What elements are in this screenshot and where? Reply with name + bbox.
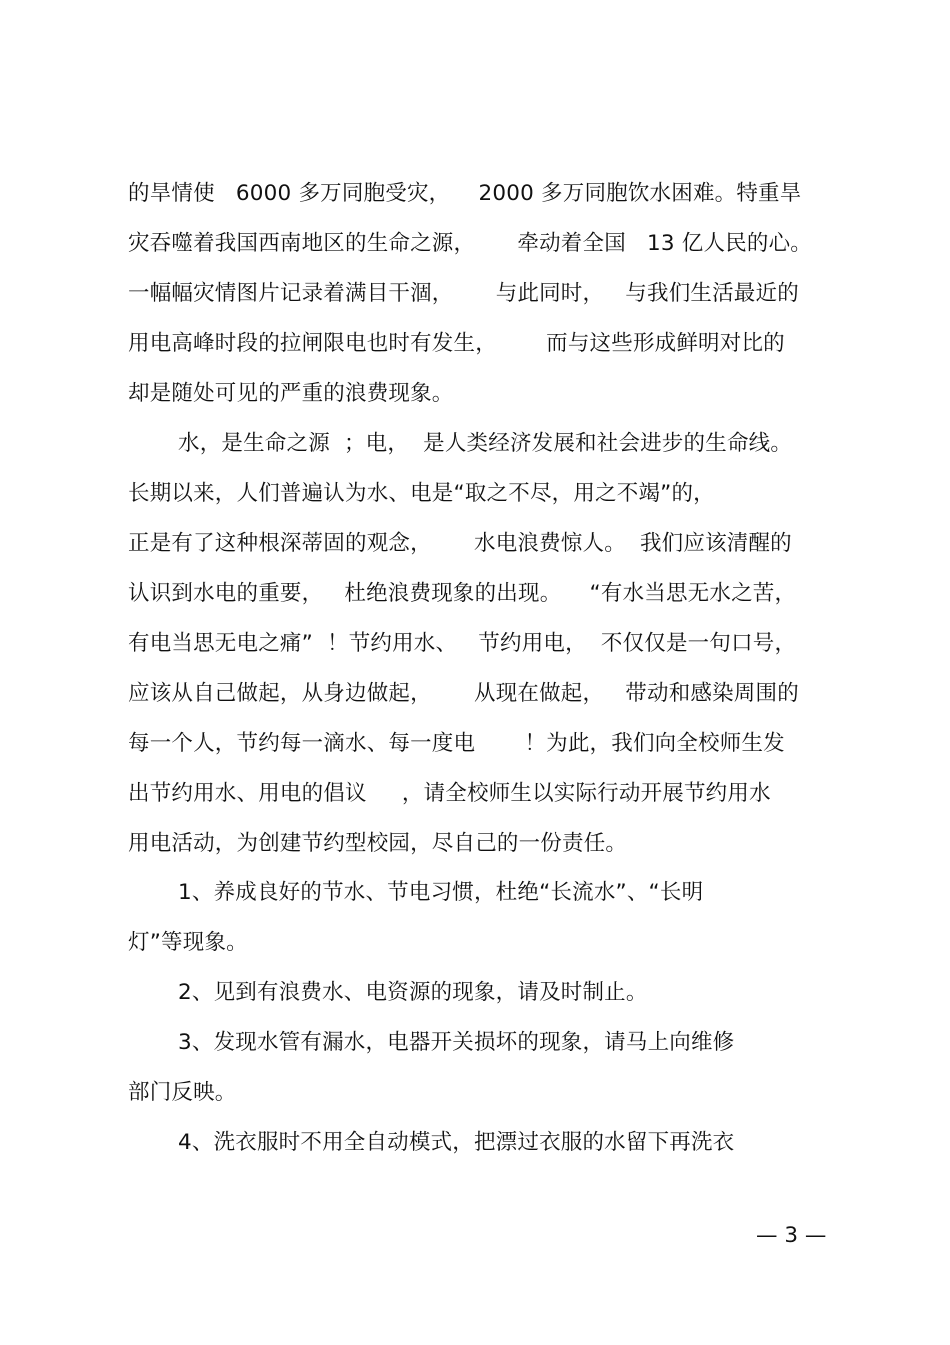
body-text-line: 一幅幅灾情图片记录着满目干涸， 与此同时， 与我们生活最近的 <box>128 281 799 306</box>
body-text-line: 用电高峰时段的拉闸限电也时有发生， 而与这些形成鲜明对比的 <box>128 331 785 356</box>
list-item-3-continuation: 部门反映。 <box>128 1080 237 1105</box>
list-item-1-continuation: 灯”等现象。 <box>128 930 248 955</box>
list-item-1: 1、养成良好的节水、节电习惯，杜绝“长流水”、“长明 <box>178 880 704 905</box>
body-text-line: 的旱情使 6000 多万同胞受灾， 2000 多万同胞饮水困难。特重旱 <box>128 181 802 206</box>
body-text-line: 有电当思无电之痛” ！节约用水、 节约用电， 不仅仅是一句口号， <box>128 631 797 656</box>
page-number: — 3 — <box>756 1223 827 1248</box>
body-text-line: 灾吞噬着我国西南地区的生命之源， 牵动着全国 13 亿人民的心。 <box>128 231 813 256</box>
body-text-line: 每一个人，节约每一滴水、每一度电 ！为此，我们向全校师生发 <box>128 731 785 756</box>
body-text-line: 应该从自己做起，从身边做起， 从现在做起， 带动和感染周围的 <box>128 681 799 706</box>
list-item-2: 2、见到有浪费水、电资源的现象，请及时制止。 <box>178 980 648 1005</box>
body-text-line: 认识到水电的重要， 杜绝浪费现象的出现。 “有水当思无水之苦， <box>128 581 797 606</box>
list-item-3: 3、发现水管有漏水，电器开关损坏的现象，请马上向维修 <box>178 1030 735 1055</box>
list-item-4: 4、洗衣服时不用全自动模式，把漂过衣服的水留下再洗衣 <box>178 1130 735 1155</box>
body-text-line: 用电活动，为创建节约型校园，尽自己的一份责任。 <box>128 831 628 856</box>
paragraph-first-line: 水，是生命之源 ；电， 是人类经济发展和社会进步的生命线。 <box>178 431 793 456</box>
body-text-line: 长期以来，人们普遍认为水、电是“取之不尽，用之不竭”的， <box>128 481 715 506</box>
body-text-line: 却是随处可见的严重的浪费现象。 <box>128 381 454 406</box>
body-text-line: 正是有了这种根深蒂固的观念， 水电浪费惊人。 我们应该清醒的 <box>128 531 792 556</box>
body-text-line: 出节约用水、用电的倡议 ，请全校师生以实际行动开展节约用水 <box>128 781 771 806</box>
